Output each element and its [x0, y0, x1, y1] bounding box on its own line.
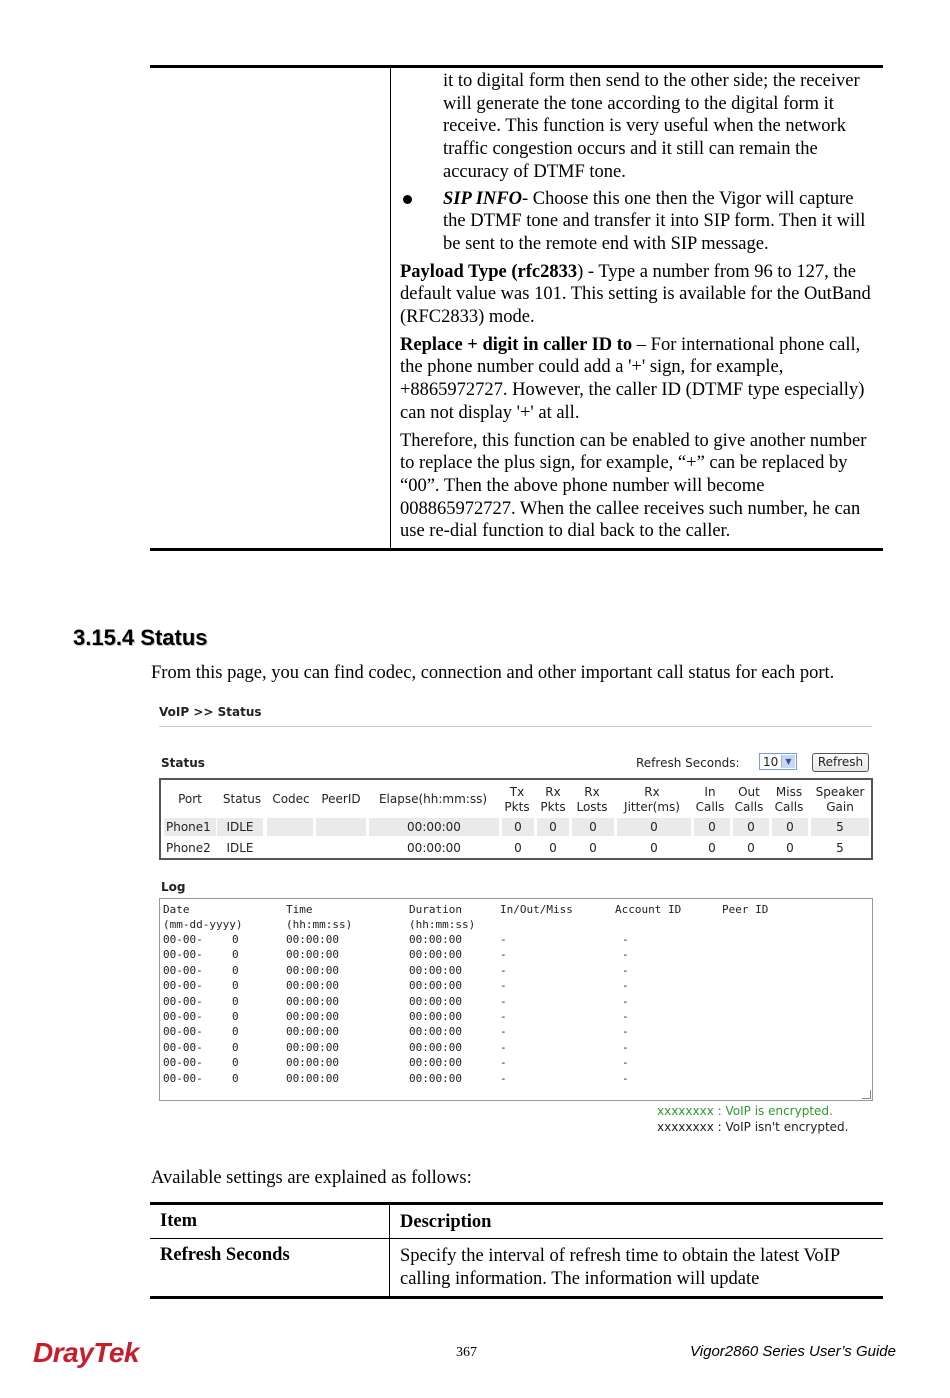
settings-table	[150, 1202, 883, 1299]
log-row-5-date-rest: 0	[232, 994, 239, 1008]
table-row	[150, 1239, 883, 1296]
row2-miss-calls: 0	[786, 841, 794, 855]
row1-tx-pkts: 0	[502, 818, 534, 836]
log-header-account: Account ID	[615, 903, 682, 916]
refresh-seconds-select[interactable]	[759, 753, 797, 770]
row1-peerid	[316, 818, 366, 836]
log-row-10-date-rest: 0	[232, 1071, 239, 1085]
header-status: Status	[222, 792, 262, 806]
replace-digit-text: – For international phone call, the phone number could add a '+' sign, for example, +8865972727. However, the caller ID (DTMF type especially) can not display '+' at all.	[400, 334, 865, 423]
log-row-5-date: 00-00-	[163, 994, 203, 1008]
therefore-para: Therefore, this function can be enabled to give another number to replace the plus sign, for example, “+” can be replaced by “00”. Then the above phone number will become 008865972727. When the callee receives such number, he can use re-dial function to dial back to the caller.	[400, 430, 867, 542]
page-number: 367	[456, 1345, 477, 1360]
row2-tx-pkts: 0	[514, 841, 522, 855]
log-row-2-date: 00-00-	[163, 948, 203, 962]
row1-rx-jitter: 0	[617, 818, 691, 836]
header-elapse: Elapse(hh:mm:ss)	[378, 792, 488, 806]
header-codec: Codec	[272, 792, 310, 806]
log-row-6-inout: -	[500, 1010, 507, 1023]
log-header-peer: Peer ID	[722, 903, 769, 916]
row2-peerid	[316, 839, 366, 857]
header-out-calls: Out Calls	[734, 785, 764, 814]
refresh-seconds-value: 10	[763, 755, 779, 769]
header-description: Description	[400, 1212, 492, 1232]
log-header-inout: In/Out/Miss	[500, 903, 573, 916]
log-header-date-format: (mm-dd-yyyy)	[163, 918, 243, 931]
row1-rx-pkts: 0	[537, 818, 569, 836]
row2-rx-losts: 0	[589, 841, 597, 855]
log-row-1-inout: -	[500, 933, 507, 946]
header-rx-jitter: Rx Jitter(ms)	[624, 785, 680, 814]
log-row-3-date-rest: 0	[232, 963, 239, 977]
log-row-4-account: -	[622, 979, 629, 993]
row2-rx-jitter: 0	[650, 841, 658, 855]
row1-out-calls: 0	[733, 818, 769, 836]
payload-type-para	[400, 261, 873, 329]
status-table	[159, 778, 873, 860]
log-row-4-time: 00:00:00	[286, 979, 339, 993]
log-row-5-duration: 00:00:00	[409, 994, 462, 1008]
sip-info-term: SIP INFO	[443, 188, 522, 209]
log-row-7-date-rest: 0	[232, 1025, 239, 1039]
log-row-2-date-rest: 0	[232, 948, 239, 962]
log-row-9-time: 00:00:00	[286, 1056, 339, 1070]
voip-status-screenshot	[157, 700, 874, 1140]
log-header-duration: Duration	[409, 903, 462, 916]
row1-miss-calls: 0	[772, 818, 808, 836]
log-row-9-duration: 00:00:00	[409, 1056, 462, 1070]
payload-type-term: Payload Type (rfc2833	[400, 261, 578, 282]
header-rx-pkts: Rx Pkts	[540, 785, 566, 814]
log-row-8-date: 00-00-	[163, 1040, 203, 1054]
header-speaker-gain: Speaker Gain	[815, 785, 865, 814]
log-row-2-inout: -	[500, 948, 507, 962]
header-miss-calls: Miss Calls	[774, 785, 804, 814]
log-row-5-inout: -	[500, 994, 507, 1008]
log-header-date: Date	[163, 903, 190, 916]
log-row-7-duration: 00:00:00	[409, 1025, 462, 1039]
log-row-6-time: 00:00:00	[286, 1010, 339, 1023]
log-row-3-duration: 00:00:00	[409, 963, 462, 977]
item-column-empty	[150, 68, 391, 548]
row2-speaker-gain: 5	[836, 841, 844, 855]
encrypted-legend: xxxxxxxx : VoIP is encrypted.	[657, 1104, 833, 1118]
row2-out-calls: 0	[747, 841, 755, 855]
log-row-10-inout: -	[500, 1071, 507, 1085]
header-rx-losts: Rx Losts	[576, 785, 608, 814]
guide-title: Vigor2860 Series User’s Guide	[690, 1343, 896, 1360]
log-row-4-date: 00-00-	[163, 979, 203, 993]
log-row-1-account: -	[622, 933, 629, 946]
log-row-2-time: 00:00:00	[286, 948, 339, 962]
log-row-6-account: -	[622, 1010, 629, 1023]
log-row-3-account: -	[622, 963, 629, 977]
breadcrumb: VoIP >> Status	[159, 705, 262, 719]
log-title: Log	[161, 880, 186, 894]
log-row-10-duration: 00:00:00	[409, 1071, 462, 1085]
header-item: Item	[150, 1205, 390, 1238]
row1-codec	[267, 818, 313, 836]
header-tx-pkts: Tx Pkts	[504, 785, 530, 814]
log-row-6-date-rest: 0	[232, 1010, 239, 1023]
row2-port: Phone2	[166, 841, 211, 855]
log-row-6-date: 00-00-	[163, 1010, 203, 1023]
log-row-10-account: -	[622, 1071, 629, 1085]
log-row-4-date-rest: 0	[232, 979, 239, 993]
resize-handle-icon[interactable]	[862, 1090, 871, 1099]
log-row-7-inout: -	[500, 1025, 507, 1039]
row2-in-calls: 0	[708, 841, 716, 855]
row1-speaker-gain: 5	[811, 818, 869, 836]
divider	[159, 726, 872, 727]
draytek-logo: DrayTek	[33, 1337, 139, 1368]
log-row-5-time: 00:00:00	[286, 994, 339, 1008]
log-row-3-time: 00:00:00	[286, 963, 339, 977]
sip-info-text: - Choose this one then the Vigor will capture the DTMF tone and transfer it into SIP form. Then it will be sent to the remote end with SIP message.	[443, 188, 866, 254]
row2-status: IDLE	[226, 841, 254, 855]
section-heading: 3.15.4 Status	[73, 625, 208, 650]
log-row-7-account: -	[622, 1025, 629, 1039]
row1-elapse: 00:00:00	[369, 818, 499, 836]
not-encrypted-legend: xxxxxxxx : VoIP isn't encrypted.	[657, 1120, 849, 1134]
log-row-8-date-rest: 0	[232, 1040, 239, 1054]
refresh-button[interactable]: Refresh	[812, 753, 869, 772]
log-row-8-account: -	[622, 1040, 629, 1054]
row2-elapse: 00:00:00	[407, 841, 461, 855]
log-textarea[interactable]	[159, 898, 873, 1101]
parameter-table-continued	[150, 65, 883, 551]
row-description: Specify the interval of refresh time to obtain the latest VoIP calling information. The information will update	[400, 1246, 840, 1289]
replace-digit-para	[400, 334, 873, 425]
row-item: Refresh Seconds	[150, 1239, 390, 1296]
log-row-6-duration: 00:00:00	[409, 1010, 462, 1023]
header-in-calls: In Calls	[695, 785, 725, 814]
log-header-time-format: (hh:mm:ss)	[286, 918, 353, 931]
dtmf-continuation-text: it to digital form then send to the other side; the receiver will generate the tone according to the digital form it receive. This function is very useful when the network traffic congestion occurs and it still can remain the accuracy of DTMF tone.	[443, 71, 860, 182]
log-row-1-date: 00-00-	[163, 933, 203, 946]
settings-table-header	[150, 1205, 883, 1239]
log-row-1-time: 00:00:00	[286, 933, 339, 946]
row1-rx-losts: 0	[572, 818, 614, 836]
row1-port: Phone1	[164, 818, 216, 836]
chevron-down-icon: ▼	[781, 755, 795, 768]
log-row-9-account: -	[622, 1056, 629, 1070]
log-row-2-account: -	[622, 948, 629, 962]
description-column	[391, 68, 883, 548]
replace-digit-term: Replace + digit in caller ID to	[400, 334, 633, 355]
log-row-7-time: 00:00:00	[286, 1025, 339, 1039]
log-row-3-date: 00-00-	[163, 963, 203, 977]
bullet-dot-icon	[403, 195, 412, 204]
log-row-2-duration: 00:00:00	[409, 948, 462, 962]
log-row-10-time: 00:00:00	[286, 1071, 339, 1085]
status-title: Status	[161, 756, 205, 770]
log-row-4-duration: 00:00:00	[409, 979, 462, 993]
log-row-1-date-rest: 0	[232, 933, 239, 946]
header-peerid: PeerID	[321, 792, 361, 806]
log-row-9-inout: -	[500, 1056, 507, 1070]
sip-info-bullet	[400, 188, 873, 256]
log-row-8-time: 00:00:00	[286, 1040, 339, 1054]
log-header-time: Time	[286, 903, 313, 916]
row1-status: IDLE	[217, 818, 263, 836]
log-row-7-date: 00-00-	[163, 1025, 203, 1039]
section-intro: From this page, you can find codec, connection and other important call status for each port.	[151, 663, 835, 683]
log-row-3-inout: -	[500, 963, 507, 977]
header-port: Port	[178, 792, 202, 806]
log-row-8-inout: -	[500, 1040, 507, 1054]
log-row-9-date: 00-00-	[163, 1056, 203, 1070]
log-row-9-date-rest: 0	[232, 1056, 239, 1070]
log-row-8-duration: 00:00:00	[409, 1040, 462, 1054]
row2-codec	[267, 839, 313, 857]
payload-type-text: ) - Type a number from 96 to 127, the default value was 101. This setting is available for the OutBand (RFC2833) mode.	[400, 261, 871, 328]
row1-in-calls: 0	[694, 818, 730, 836]
row2-rx-pkts: 0	[549, 841, 557, 855]
log-header-duration-format: (hh:mm:ss)	[409, 918, 476, 931]
log-row-5-account: -	[622, 994, 629, 1008]
available-settings-text: Available settings are explained as follows:	[151, 1168, 472, 1188]
refresh-seconds-label: Refresh Seconds:	[636, 756, 740, 770]
log-row-10-date: 00-00-	[163, 1071, 203, 1085]
log-row-4-inout: -	[500, 979, 507, 993]
log-row-1-duration: 00:00:00	[409, 933, 462, 946]
